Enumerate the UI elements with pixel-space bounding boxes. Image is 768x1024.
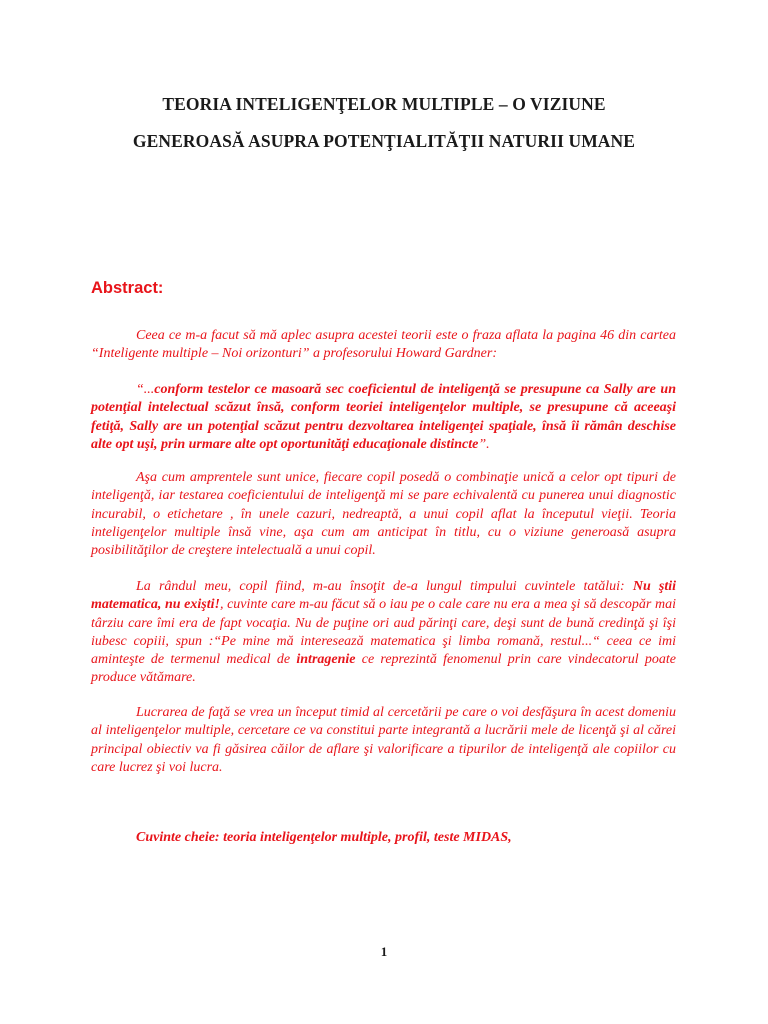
father-quote: Nu ştii matematica, nu exişti!: [91, 579, 676, 613]
keywords-label: Cuvinte cheie:: [136, 830, 220, 845]
intragenie-term: intragenie: [296, 652, 356, 668]
paragraph-research: Lucrarea de faţă se vrea un început timid al cercetării pe care o voi desfăşura în acest domeniu al inteligenţelor multiple, cercetare ce va constitui parte integrantă a lucrării mele de licenţă şi al cărei principal obiectiv va fi găsirea căilor de aflare şi valorificare a tipurilor de inteligenţă ale copiilor cu care lucrez şi voi lucra.: [91, 705, 676, 775]
paragraph-personal: [91, 578, 676, 688]
keywords-list: teoria inteligenţelor multiple, profil, teste MIDAS,: [219, 830, 512, 845]
page-number: 1: [380, 944, 388, 959]
quote-open: “...: [136, 382, 155, 397]
quote-close: ”.: [478, 436, 490, 452]
paragraph-quote: [91, 381, 676, 454]
paragraph-intro: Ceea ce m-a facut să mă aplec asupra acestei teorii este o fraza aflata la pagina 46 din cartea “Inteligente multiple – Noi orizonturi” a profesorului Howard Gardner:: [91, 328, 676, 362]
quote-bold-text: conform testelor ce masoară sec coeficientul de inteligenţă se presupune ca Sally are un potenţial intelectual scăzut însă, conform teoriei inteligenţelor multiple, se presupune că aceeaşi fetiţă, Sally are un potenţial scăzut pentru dezvoltarea inteligenţei spaţiale, însă îi rămân deschise alte opt uşi, prin urmare alte opt oportunităţi educaţionale distincte: [91, 382, 676, 452]
personal-text-c: ce reprezintă fenomenul prin care vindecatorul poate produce vătămare.: [91, 652, 676, 686]
keywords-line: [91, 829, 676, 847]
personal-text-b: , cuvinte care m-au făcut să o iau pe o cale care nu era a mea şi să descopăr mai târziu care îmi era de fapt vocaţia. Nu de puţine ori aud părinţi care, deşi sunt de bună credinţă şi îşi iubesc copiii, spun :“Pe mine mă interesează matematica şi limba romană, restul...“ ceea ce imi aminteşte de termenul medical de: [91, 597, 676, 668]
title-line-1: TEORIA INTELIGENŢELOR MULTIPLE – O VIZIUNE: [162, 94, 606, 114]
title-line-2: GENEROASĂ ASUPRA POTENŢIALITĂŢII NATURII UMANE: [132, 131, 636, 151]
abstract-heading: Abstract:: [91, 279, 164, 297]
paragraph-fingerprints: Aşa cum amprentele sunt unice, fiecare copil posedă o combinaţie unică a celor opt tipuri de inteligenţă, iar testarea coeficientului de inteligenţă mi se pare echivalentă cu punerea unui diagnostic incurabil, o etichetare , în unele cazuri, nedreaptă, a unui copil aflat la începutul vieţii. Teoria inteligenţelor multiple însă vine, aşa cum am anticipat în titlu, cu o viziune generoasă asupra posibilităţilor de creştere intelectuală a unui copil.: [91, 470, 676, 559]
personal-text-a: La rândul meu, copil fiind, m-au însoţit de-a lungul timpului cuvintele tatălui:: [136, 579, 633, 594]
